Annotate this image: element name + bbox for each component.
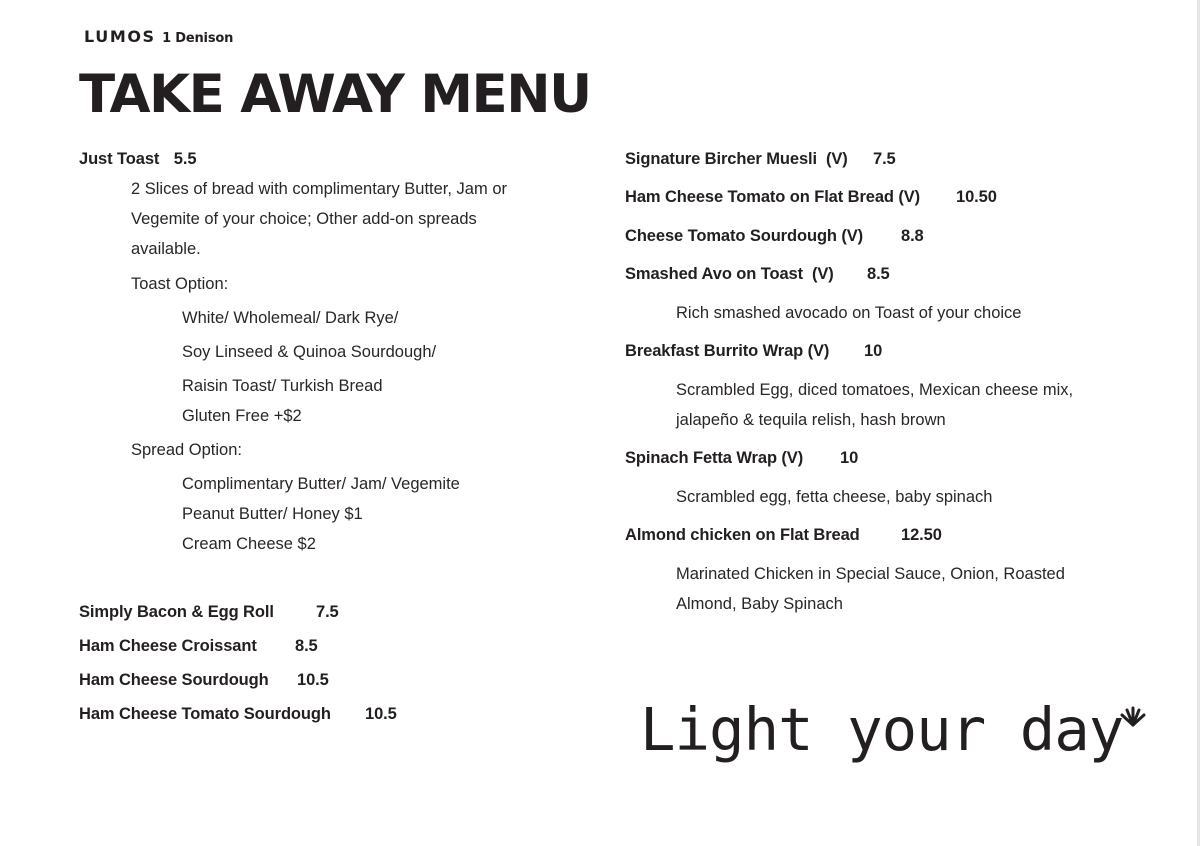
spread-option: Peanut Butter/ Honey $1 [182,505,363,523]
item-description: Vegemite of your choice; Other add-on spreads [131,210,477,228]
item-price: 8.5 [295,637,318,655]
item-name: Ham Cheese Tomato on Flat Bread (V) [625,188,921,206]
item-name: Breakfast Burrito Wrap (V) [625,342,830,360]
menu-item-just-toast [79,148,196,170]
item-description: available. [131,240,201,258]
item-description: Scrambled egg, fetta cheese, baby spinach [676,488,993,506]
menu-item [79,703,397,725]
item-name: Spinach Fetta Wrap (V) [625,449,804,467]
spread-option-label: Spread Option: [131,441,242,459]
item-description: Almond, Baby Spinach [676,595,843,613]
menu-item [79,601,339,623]
menu-item [79,669,329,691]
item-price: 8.8 [901,227,924,245]
item-name: Cheese Tomato Sourdough (V) [625,227,864,245]
item-name: Signature Bircher Muesli (V) [625,150,848,168]
menu-item [625,263,890,285]
menu-item [625,186,997,208]
toast-option-label: Toast Option: [131,275,229,293]
tagline: Light your day [640,695,1124,764]
item-name: Ham Cheese Sourdough [79,671,269,689]
item-description: Rich smashed avocado on Toast of your choice [676,304,1022,322]
menu-item [625,524,942,546]
page-title: TAKE AWAY MENU [79,64,591,125]
item-name: Ham Cheese Tomato Sourdough [79,705,331,723]
item-description: Marinated Chicken in Special Sauce, Onion, Roasted [676,565,1065,583]
spread-option: Complimentary Butter/ Jam/ Vegemite [182,475,460,493]
item-description: jalapeño & tequila relish, hash brown [676,411,946,429]
item-description: 2 Slices of bread with complimentary Butter, Jam or [131,180,507,198]
item-description: Scrambled Egg, diced tomatoes, Mexican cheese mix, [676,381,1074,399]
spread-option: Cream Cheese $2 [182,535,316,553]
menu-item [625,148,896,170]
brand-logo [84,27,233,47]
item-price: 10 [840,449,859,467]
sprout-icon [1118,703,1148,729]
item-price: 10.5 [297,671,329,689]
item-price: 8.5 [867,265,890,283]
menu-item [79,635,318,657]
toast-option: White/ Wholemeal/ Dark Rye/ [182,309,399,327]
menu-item [625,340,882,362]
item-price: 5.5 [173,150,197,168]
item-name: Simply Bacon & Egg Roll [79,603,274,621]
brand-name: LUMOS [84,27,156,46]
item-price: 10.50 [956,188,997,206]
item-name: Ham Cheese Croissant [79,637,257,655]
item-price: 7.5 [316,603,339,621]
menu-item [625,447,858,469]
item-price: 12.50 [901,526,942,544]
item-price: 10.5 [365,705,397,723]
item-name: Almond chicken on Flat Bread [625,526,860,544]
toast-option: Gluten Free +$2 [182,407,302,425]
item-price: 7.5 [873,150,896,168]
item-name: Smashed Avo on Toast (V) [625,265,834,283]
brand-location: 1 Denison [162,31,234,46]
toast-option: Soy Linseed & Quinoa Sourdough/ [182,343,437,361]
menu-item [625,225,924,247]
item-name: Just Toast [79,150,160,168]
toast-option: Raisin Toast/ Turkish Bread [182,377,383,395]
item-price: 10 [864,342,883,360]
